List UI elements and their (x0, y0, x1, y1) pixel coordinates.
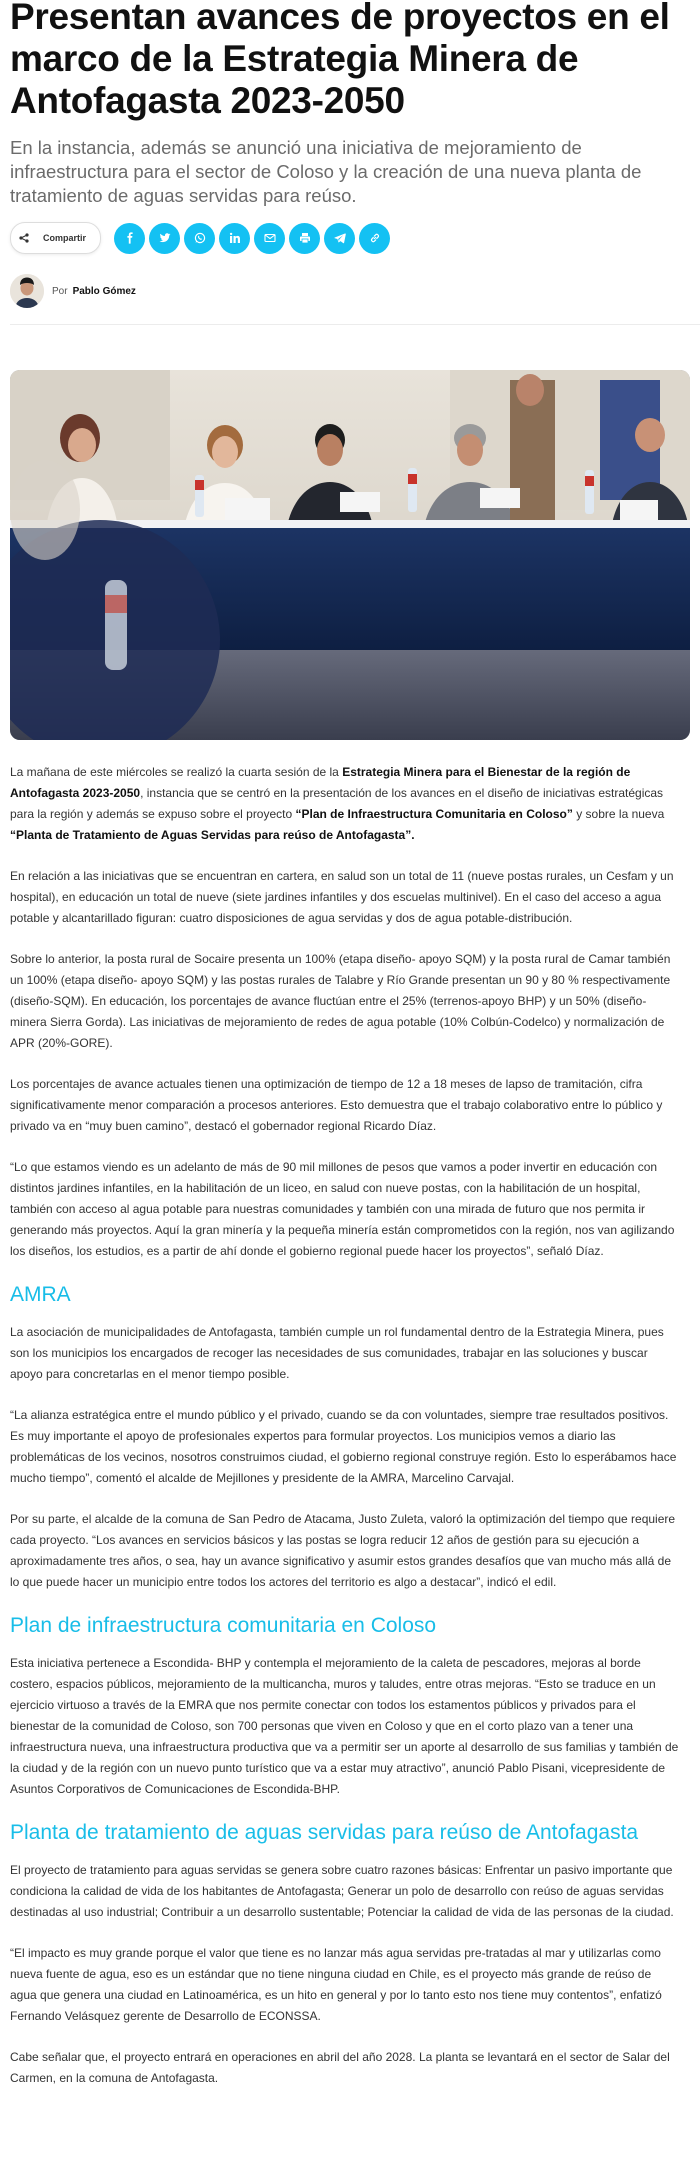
article-title: Presentan avances de proyectos en el marco de la Estrategia Minera de Antofagasta 2023-2050 (10, 0, 670, 121)
bold-text: “Plan de Infraestructura Comunitaria en Coloso” (295, 807, 573, 821)
paragraph: En relación a las iniciativas que se encuentran en cartera, en salud son un total de 11 (nueve postas rurales, un Cesfam y un hospital), en educación un total de nueve (siete jardines infantiles y dos escuelas multinivel). En el caso del acceso a agua potable y alcantarillado figuran: cuatro disposiciones de agua servidas y dos de agua potable-distribución. (10, 869, 674, 925)
telegram-icon (334, 232, 346, 244)
hero-image (10, 370, 690, 740)
article-subtitle: En la instancia, además se anunció una iniciativa de mejoramiento de infraestructura para el sector de Coloso y la creación de una nueva planta de tratamiento de aguas servidas para reúso. (10, 137, 642, 206)
facebook-button[interactable] (114, 223, 145, 254)
paragraph: “Lo que estamos viendo es un adelanto de más de 90 mil millones de pesos que vamos a poder invertir en educación con distintos jardines infantiles, en la habilitación de un liceo, en salud con nueve postas, con la habilitación de un hospital, también con acceso al agua potable para nuestras comunidades y también con una mirada de futuro que nos permita ir generando más proyectos. Aquí la gran minería y la pequeña minería están comprometidos con la región, nos van agilizando los diseños, los estudios, es a partir de ahí donde el gobierno regional puede hacer los proyectos”, señaló Díaz. (10, 1160, 675, 1258)
paragraph: Los porcentajes de avance actuales tienen una optimización de tiempo de 12 a 18 meses de lapso de tramitación, cifra significativamente menor comparación a procesos anteriores. Esto demuestra que el trabajo colaborativo entre lo público y privado va en “muy buen camino”, destacó el gobernador regional Ricardo Díaz. (10, 1077, 663, 1133)
section-heading-amra: AMRA (10, 1283, 71, 1306)
paragraph: “La alianza estratégica entre el mundo público y el privado, cuando se da con voluntades, siempre trae resultados positivos. Es muy importante el apoyo de profesionales expertos para formular proyectos. Los municipios vemos a diario las problemáticas de los vecinos, nosotros construimos ciudad, el gobierno regional construye región. Esto lo esperábamos hace mucho tiempo”, comentó el alcalde de Mejillones y presidente de la AMRA, Marcelino Carvajal. (10, 1408, 677, 1485)
email-icon (264, 232, 276, 244)
copy-link-button[interactable] (359, 223, 390, 254)
share-button[interactable] (10, 222, 101, 254)
paragraph: Cabe señalar que, el proyecto entrará en operaciones en abril del año 2028. La planta se levantará en el sector de Salar del Carmen, en la comuna de Antofagasta. (10, 2050, 670, 2085)
header-divider (10, 324, 700, 325)
print-button[interactable] (289, 223, 320, 254)
author-name[interactable]: Pablo Gómez (72, 285, 136, 297)
author-prefix: Por (52, 285, 68, 297)
email-button[interactable] (254, 223, 285, 254)
author-byline (10, 271, 680, 311)
author-photo (10, 274, 44, 308)
paragraph: Por su parte, el alcalde de la comuna de San Pedro de Atacama, Justo Zuleta, valoró la optimización del tiempo que requiere cada proyecto. “Los avances en servicios básicos y las postas se logra reducir 12 años de gestión para su ejecución a aproximadamente tres años, o sea, hay un avance significativo y asumir estos grandes desafíos que van mucho más allá de lo que puede hacer un municipio entre todos los actores del territorio es algo a destacar”, indicó el edil. (10, 1512, 676, 1589)
section-heading-planta-tratamiento: Planta de tratamiento de aguas servidas para reúso de Antofagasta (10, 1821, 639, 1844)
meeting-photo (10, 370, 690, 740)
paragraph: Esta iniciativa pertenece a Escondida- BHP y contempla el mejoramiento de la caleta de pescadores, mejoras al borde costero, espacios públicos, mejoramiento de la multicancha, muros y taludes, entre otras mejoras. “Esto se traduce en un ejercicio virtuoso a través de la EMRA que nos permite conectar con todos los estamentos públicos y privados para el bienestar de la comunidad de Coloso, son 700 personas que viven en Coloso y que en el corto plazo van a tener una infraestructura nueva, una infraestructura productiva que va a permitir ser un aporte al desarrollo de sus familias y también de la ciudad y de la región con un nuevo punto turístico que va a estar muy atractivo”, anunció Pablo Pisani, vicepresidente de Asuntos Corporativos de Comunicaciones de Escondida-BHP. (10, 1656, 679, 1796)
section-heading-plan-coloso: Plan de infraestructura comunitaria en Coloso (10, 1614, 437, 1637)
linkedin-button[interactable] (219, 223, 250, 254)
bold-text: “Planta de Tratamiento de Aguas Servidas para reúso de Antofagasta”. (10, 828, 415, 842)
article-body (10, 762, 680, 2089)
link-icon (369, 232, 381, 244)
print-icon (299, 232, 311, 244)
paragraph: La mañana de este miércoles se realizó la cuarta sesión de la Estrategia Minera para el Bienestar de la región de Antofagasta 2023-2050, instancia que se centró en la presentación de los avances en el diseño de iniciativas estratégicas para la región y además se expuso sobre el proyecto “Plan de Infraestructura Comunitaria en Coloso” y sobre la nueva “Planta de Tratamiento de Aguas Servidas para reúso de Antofagasta”. (10, 765, 665, 842)
facebook-icon (124, 232, 136, 244)
paragraph: El proyecto de tratamiento para aguas servidas se genera sobre cuatro razones básicas: Enfrentar un pasivo importante que condiciona la calidad de vida de los habitantes de Antofagasta; Generar un polo de desarrollo con reúso de aguas servidas destinadas al uso industrial; Contribuir a un desarrollo sustentable; Potenciar la calidad de vida de las personas de la ciudad. (10, 1863, 674, 1919)
twitter-icon (159, 232, 171, 244)
paragraph: La asociación de municipalidades de Antofagasta, también cumple un rol fundamental dentro de la Estrategia Minera, pues son los municipios los encargados de recoger las necesidades de sus comunidades, trabajar en las soluciones y buscar apoyo para concretarlas en el menor tiempo posible. (10, 1325, 664, 1381)
paragraph: “El impacto es muy grande porque el valor que tiene es no lanzar más agua servidas pre-tratadas al mar y utilizarlas como nueva fuente de agua, eso es un estándar que no tiene ninguna ciudad en Chile, es el proyecto más grande de reúso de agua que genera una ciudad en Latinoamérica, es un hito en general y por lo tanto esto nos tiene muy contentos”, enfatizó Fernando Velásquez gerente de Desarrollo de ECONSSA. (10, 1946, 662, 2023)
linkedin-icon (229, 232, 241, 244)
share-icon (19, 233, 29, 243)
whatsapp-button[interactable] (184, 223, 215, 254)
avatar[interactable] (10, 274, 44, 308)
bold-text: Estrategia Minera para el Bienestar de la región de Antofagasta 2023-2050 (10, 765, 631, 800)
paragraph: Sobre lo anterior, la posta rural de Socaire presenta un 100% (etapa diseño- apoyo SQM) y la posta rural de Camar también un 100% (etapa diseño- apoyo SQM) y las postas rurales de Talabre y Río Grande presentan un 90 y 80 % respectivamente (diseño-SQM). En educación, los porcentajes de avance fluctúan entre el 25% (terrenos-apoyo BHP) y un 50% (diseño-minera Sierra Gorda). Las iniciativas de mejoramiento de redes de agua potable (10% Colbún-Codelco) y normalización de APR (20%-GORE). (10, 952, 671, 1050)
whatsapp-icon (194, 232, 206, 244)
twitter-button[interactable] (149, 223, 180, 254)
telegram-button[interactable] (324, 223, 355, 254)
share-label: Compartir (43, 233, 87, 243)
share-bar (10, 221, 680, 255)
